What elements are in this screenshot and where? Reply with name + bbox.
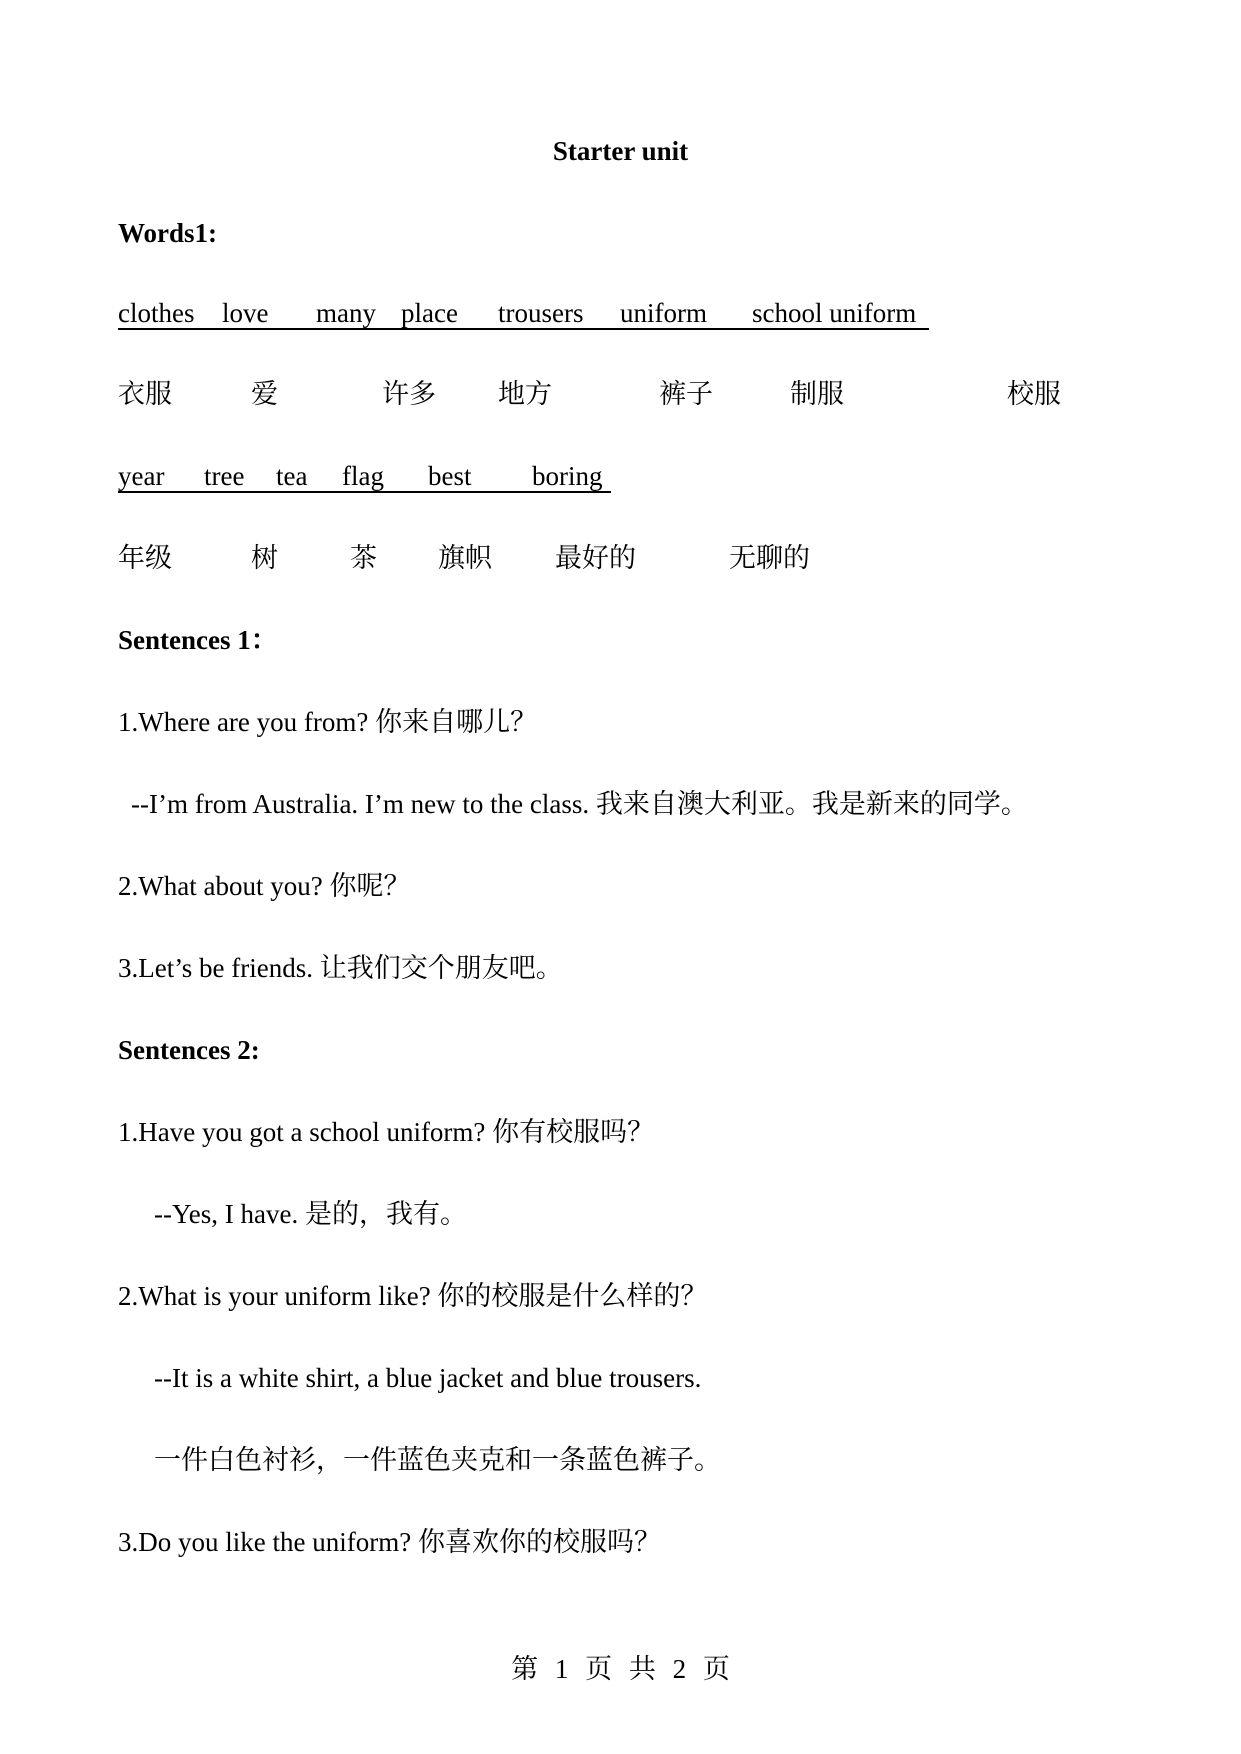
word-en: trousers <box>498 298 584 328</box>
word-cn: 制服 <box>790 379 844 409</box>
word-cn: 裤子 <box>659 379 713 409</box>
sentences1-heading: Sentences 1： <box>118 625 278 655</box>
sentence-line: --Yes, I have. 是的，我有。 <box>154 1199 467 1229</box>
word-en: clothes <box>118 298 195 328</box>
sentence-line: --I’m from Australia. I’m new to the class. 我来自澳大利亚。我是新来的同学。 <box>131 789 1028 819</box>
word-en: place <box>401 298 458 328</box>
sentence-line: 1.Have you got a school uniform? 你有校服吗？ <box>118 1117 655 1147</box>
sentence-line: 3.Do you like the uniform? 你喜欢你的校服吗？ <box>118 1527 661 1557</box>
sentence-line: 2.What about you? 你呢？ <box>118 871 411 901</box>
word-cn: 衣服 <box>118 379 172 409</box>
word-cn: 地方 <box>498 379 552 409</box>
page-title: Starter unit <box>552 136 689 166</box>
word-en: uniform <box>620 298 707 328</box>
sentence-line: 2.What is your uniform like? 你的校服是什么样的？ <box>118 1281 708 1311</box>
sentence-line: --It is a white shirt, a blue jacket and blue trousers. <box>154 1363 702 1393</box>
word-en: many <box>316 298 376 328</box>
word-en: flag <box>342 461 384 491</box>
word-en: boring <box>532 461 603 491</box>
words1-heading: Words1: <box>118 218 218 248</box>
underline-rule <box>118 328 929 330</box>
sentences2-heading: Sentences 2: <box>118 1035 260 1065</box>
page-footer: 第 1 页 共 2 页 <box>511 1654 730 1684</box>
word-cn: 最好的 <box>555 543 636 573</box>
sentence-line: 1.Where are you from? 你来自哪儿？ <box>118 707 538 737</box>
sentence-line: 3.Let’s be friends. 让我们交个朋友吧。 <box>118 953 563 983</box>
sentence-line: 一件白色衬衫，一件蓝色夹克和一条蓝色裤子。 <box>154 1445 721 1475</box>
word-cn: 爱 <box>251 379 278 409</box>
word-cn: 树 <box>251 543 278 573</box>
word-cn: 旗帜 <box>438 543 492 573</box>
word-en: tea <box>276 461 308 491</box>
word-cn: 校服 <box>1007 379 1061 409</box>
word-cn: 年级 <box>118 543 172 573</box>
word-en: year <box>118 461 165 491</box>
word-en: school uniform <box>752 298 917 328</box>
word-cn: 许多 <box>382 379 436 409</box>
word-cn: 茶 <box>350 543 377 573</box>
underline-rule <box>118 491 611 493</box>
word-cn: 无聊的 <box>729 543 810 573</box>
word-en: best <box>428 461 472 491</box>
word-en: love <box>222 298 269 328</box>
word-en: tree <box>204 461 245 491</box>
